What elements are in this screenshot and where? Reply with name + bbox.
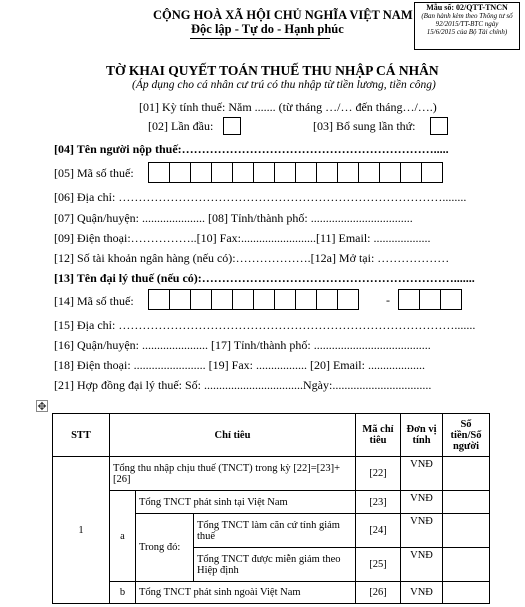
field-bank-account[interactable]: [12] Số tài khoản ngân hàng (nếu có):……………….[12a] Mở tại: ……………… [54, 251, 450, 265]
agent-tax-code-dash: - [386, 293, 390, 307]
field-first-time-label: [02] Lần đầu: [148, 119, 214, 133]
field-supplement-label: [03] Bổ sung lần thứ: [313, 119, 416, 133]
row-sub-b: b [110, 582, 136, 604]
agent-tax-code-cell[interactable] [253, 289, 275, 310]
header-stt: STT [53, 414, 110, 457]
row22-unit: VNĐ [401, 457, 443, 491]
agent-tax-code-cells[interactable] [148, 289, 359, 310]
row25-label: Tổng TNCT được miễn giảm theo Hiệp định [194, 548, 356, 582]
supplement-number-box[interactable] [430, 117, 448, 135]
tax-code-cell[interactable] [148, 162, 170, 183]
row26-unit: VNĐ [401, 582, 443, 604]
table-row [53, 491, 490, 514]
tax-code-cell[interactable] [316, 162, 338, 183]
agent-tax-code-cell[interactable] [211, 289, 233, 310]
tax-code-cell[interactable] [379, 162, 401, 183]
tax-code-cell[interactable] [274, 162, 296, 183]
row24-unit: VNĐ [401, 514, 443, 548]
row-trong-do: Trong đó: [136, 514, 194, 582]
tax-code-cell[interactable] [400, 162, 422, 183]
form-code-box [414, 2, 520, 50]
field-tax-code-label: [05] Mã số thuế: [54, 166, 134, 180]
form-basis-line3: 15/6/2015 của Bộ Tài chính) [426, 28, 508, 36]
field-agent-phone-fax-email[interactable]: [18] Điện thoại: ........................ [19] Fax: ................. [20] Email: ................... [54, 358, 425, 372]
row25-code: [25] [356, 548, 401, 582]
row22-amount[interactable] [443, 457, 490, 491]
agent-tax-code-cell[interactable] [169, 289, 191, 310]
field-agent-address[interactable]: [15] Địa chỉ: …………………………………………………………………………....... [54, 318, 476, 332]
table-header-row [53, 414, 490, 457]
row24-amount[interactable] [443, 514, 490, 548]
row23-unit: VNĐ [401, 491, 443, 514]
agent-tax-code-cell[interactable] [295, 289, 317, 310]
field-tax-agent-name[interactable]: [13] Tên đại lý thuế (nếu có):………………………………………………………....... [54, 271, 475, 285]
row24-code: [24] [356, 514, 401, 548]
row24-label: Tổng TNCT làm căn cứ tính giảm thuế [194, 514, 356, 548]
row23-label: Tổng TNCT phát sinh tại Việt Nam [136, 491, 356, 514]
tax-code-cell[interactable] [358, 162, 380, 183]
table-row [53, 582, 490, 604]
form-subtitle: (Áp dụng cho cá nhân cư trú có thu nhập từ tiền lương, tiền công) [132, 79, 436, 91]
row-sub-a: a [110, 491, 136, 582]
field-taxpayer-name[interactable]: [04] Tên người nộp thuế:………………………………………………………..... [54, 142, 449, 156]
field-agent-contract[interactable]: [21] Hợp đồng đại lý thuế: Số: .................................Ngày:................................. [54, 378, 432, 392]
agent-tax-code-suffix-cell[interactable] [398, 289, 420, 310]
row23-code: [23] [356, 491, 401, 514]
agent-tax-code-cell[interactable] [232, 289, 254, 310]
header-unit: Đơn vị tính [401, 414, 443, 457]
agent-tax-code-cell[interactable] [274, 289, 296, 310]
header-chi-tieu: Chỉ tiêu [110, 414, 356, 457]
first-time-checkbox[interactable] [223, 117, 241, 135]
tax-code-cell[interactable] [337, 162, 359, 183]
agent-tax-code-cell[interactable] [316, 289, 338, 310]
row22-label: Tổng thu nhập chịu thuế (TNCT) trong kỳ [22]=[23]+[26] [110, 457, 356, 491]
row-stt-1: 1 [53, 457, 110, 604]
move-handle-icon[interactable]: ✥ [37, 401, 47, 413]
tax-code-cell[interactable] [169, 162, 191, 183]
row26-label: Tổng TNCT phát sinh ngoài Việt Nam [136, 582, 356, 604]
agent-tax-code-suffix-cells[interactable] [398, 289, 462, 310]
agent-tax-code-suffix-cell[interactable] [419, 289, 441, 310]
nation-heading: CỘNG HOÀ XÃ HỘI CHỦ NGHĨA VIỆT NAM [153, 8, 413, 22]
tax-code-cell[interactable] [190, 162, 212, 183]
tax-code-cell[interactable] [295, 162, 317, 183]
form-title: TỜ KHAI QUYẾT TOÁN THUẾ THU NHẬP CÁ NHÂN [106, 63, 439, 78]
agent-tax-code-cell[interactable] [337, 289, 359, 310]
field-address[interactable]: [06] Địa chỉ: ………………………………………………………………………........ [54, 190, 467, 204]
motto-underline [190, 38, 330, 39]
income-table [52, 413, 490, 604]
field-tax-period: [01] Kỳ tính thuế: Năm ....... (từ tháng …/… đến tháng…/….) [139, 100, 437, 114]
table-row [53, 457, 490, 491]
field-agent-district-province[interactable]: [16] Quận/huyện: ...................... [17] Tỉnh/thành phố: ....................................... [54, 338, 431, 352]
field-phone-fax-email[interactable]: [09] Điện thoại:……………..[10] Fax:.........................[11] Email: ................... [54, 231, 431, 245]
tax-code-cell[interactable] [421, 162, 443, 183]
field-agent-tax-code-label: [14] Mã số thuế: [54, 294, 134, 308]
header-code: Mã chỉ tiêu [356, 414, 401, 457]
motto-heading: Độc lập - Tự do - Hạnh phúc [191, 22, 344, 36]
field-district-province[interactable]: [07] Quận/huyện: ..................... [08] Tỉnh/thành phố: .................................. [54, 211, 413, 225]
form-basis-line2: 92/2015/TT-BTC ngày [435, 20, 499, 28]
tax-code-cell[interactable] [232, 162, 254, 183]
row26-code: [26] [356, 582, 401, 604]
row26-amount[interactable] [443, 582, 490, 604]
tax-code-cell[interactable] [253, 162, 275, 183]
agent-tax-code-cell[interactable] [148, 289, 170, 310]
form-code: Mẫu số: 02/QTT-TNCN [426, 3, 508, 12]
row23-amount[interactable] [443, 491, 490, 514]
row25-amount[interactable] [443, 548, 490, 582]
taxpayer-tax-code-cells[interactable] [148, 162, 443, 183]
agent-tax-code-cell[interactable] [190, 289, 212, 310]
form-basis-line1: (Ban hành kèm theo Thông tư số [421, 12, 513, 20]
header-amount: Số tiền/Số người [443, 414, 490, 457]
agent-tax-code-suffix-cell[interactable] [440, 289, 462, 310]
row25-unit: VNĐ [401, 548, 443, 582]
row22-code: [22] [356, 457, 401, 491]
tax-code-cell[interactable] [211, 162, 233, 183]
